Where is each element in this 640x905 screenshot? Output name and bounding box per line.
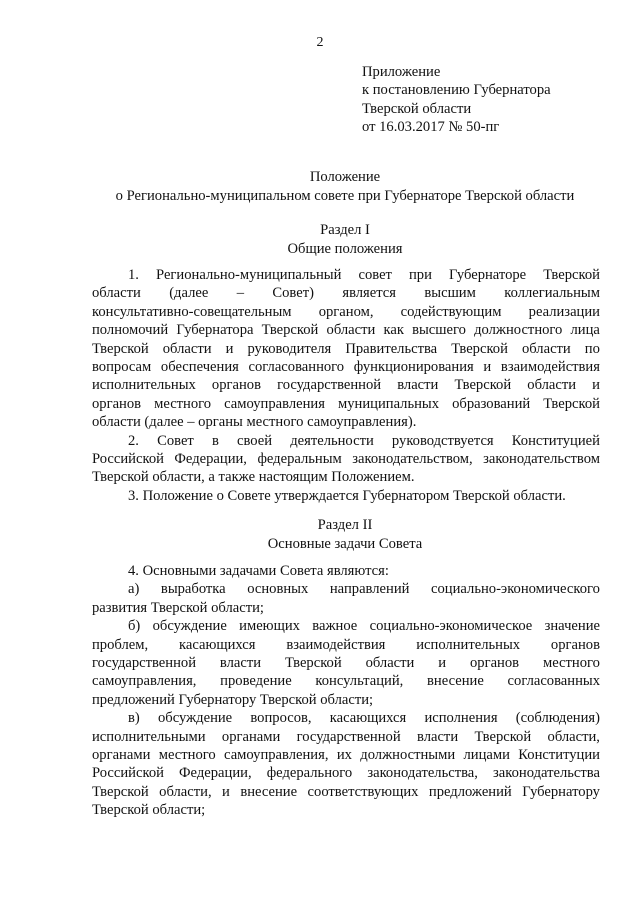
text-word: Тверской области, а также настоящим Положением.: [92, 469, 415, 486]
text-word: Тверской: [474, 728, 532, 745]
text-word: исполнения: [424, 710, 498, 727]
document-title: [0, 168, 640, 206]
text-word: деятельности: [290, 432, 374, 449]
text-word: (далее: [169, 285, 209, 302]
annex-line: Приложение: [362, 64, 441, 80]
text-word: области: [527, 377, 577, 394]
text-word: 2.: [128, 432, 139, 449]
text-word: органов: [92, 395, 142, 412]
text-word: Тверской: [543, 395, 600, 412]
text-word: области: [365, 655, 415, 672]
text-line: [92, 691, 600, 709]
text-word: в: [211, 432, 219, 449]
text-word: при: [409, 267, 432, 283]
text-word: Совет): [272, 285, 314, 302]
page-number: 2: [316, 35, 324, 50]
text-word: и: [222, 783, 230, 800]
text-word: органов: [469, 655, 520, 672]
text-line: [92, 562, 600, 580]
text-word: исполнительными: [92, 728, 206, 745]
text-word: Тверской: [284, 655, 342, 672]
section-number: Раздел II: [317, 517, 373, 533]
text-word: обеспечения: [160, 359, 239, 376]
text-word: реализации: [528, 303, 600, 320]
body-text-section-1: [92, 266, 600, 505]
text-word: законодательством: [483, 451, 600, 468]
body-text-section-2: [92, 562, 600, 820]
text-word: исполнительных: [92, 377, 196, 394]
text-word: государственной: [92, 655, 197, 672]
text-line: [92, 450, 600, 468]
text-word: лица: [570, 322, 600, 339]
text-word: обсуждение: [157, 710, 233, 727]
section-number: Раздел I: [320, 222, 370, 238]
text-word: (соблюдения): [515, 710, 600, 727]
text-word: законодательства,: [367, 765, 478, 782]
text-line: [92, 672, 600, 690]
text-word: Губернатора: [176, 322, 254, 339]
text-word: согласованного: [248, 359, 345, 376]
text-line: [92, 783, 600, 801]
text-word: функционирования: [353, 359, 474, 376]
text-word: и: [225, 340, 234, 357]
text-word: Губернаторе: [449, 267, 527, 283]
text-word: б): [128, 618, 141, 635]
annex-line: к постановлению Губернатора: [362, 82, 551, 99]
text-word: полномочий: [92, 322, 169, 339]
text-word: соответствующих: [307, 783, 419, 800]
text-word: их: [336, 747, 352, 764]
text-word: вопросов,: [250, 710, 312, 727]
text-line: [92, 487, 600, 505]
text-word: Российской: [92, 451, 164, 468]
text-word: 4. Основными задачами Совета являются:: [128, 563, 389, 579]
text-line: [92, 413, 600, 431]
text-word: важное: [312, 618, 358, 635]
text-word: образований: [452, 395, 531, 412]
text-line: [92, 321, 600, 339]
text-word: руководствуется: [391, 432, 494, 449]
text-line: [92, 376, 600, 394]
title-line: о Регионально-муниципальном совете при Губернаторе Тверской области: [115, 188, 575, 204]
text-line: [92, 636, 600, 654]
text-word: власти: [219, 655, 262, 672]
text-word: предложений Губернатору Тверской области;: [92, 691, 374, 708]
section-title: Основные задачи Совета: [267, 536, 423, 552]
text-word: взаимодействия: [500, 359, 600, 376]
text-word: области: [326, 322, 376, 339]
text-word: федеральным: [257, 451, 342, 468]
text-line: [92, 432, 600, 450]
text-word: предложений: [428, 783, 512, 800]
text-word: Конституции: [518, 747, 600, 764]
text-word: консультаций,: [315, 673, 404, 690]
section-1-heading: [0, 221, 640, 259]
text-word: 1.: [128, 267, 139, 283]
text-word: области,: [547, 728, 600, 745]
text-word: в): [128, 710, 140, 727]
text-word: Тверской: [451, 340, 508, 357]
text-word: государственной: [277, 377, 382, 394]
text-word: Правительства: [345, 340, 438, 357]
text-word: Губернатору: [522, 783, 600, 800]
text-word: имеющих: [239, 618, 300, 635]
text-word: содействующим: [400, 303, 502, 320]
text-line: [92, 599, 600, 617]
text-word: вопросам: [92, 359, 152, 376]
text-word: федерального: [266, 765, 353, 782]
text-word: 3. Положение о Совете утверждается Губернатором Тверской области.: [128, 487, 566, 504]
text-line: [92, 617, 600, 635]
text-word: направлений: [329, 581, 410, 598]
text-word: значение: [544, 618, 600, 635]
text-word: а): [128, 581, 140, 598]
text-word: социально-экономическое: [369, 618, 533, 635]
text-word: лицами: [463, 747, 510, 764]
text-line: [92, 284, 600, 302]
text-word: органами: [92, 747, 151, 764]
text-word: Тверской: [543, 267, 600, 283]
text-line: [92, 468, 600, 486]
text-line: [92, 654, 600, 672]
text-line: [92, 340, 600, 358]
text-line: [92, 801, 600, 819]
text-word: и: [438, 655, 447, 672]
text-word: социально-экономического: [431, 581, 600, 598]
text-word: обсуждение: [152, 618, 227, 635]
text-word: и: [592, 377, 600, 394]
text-word: высшего: [412, 322, 466, 339]
text-word: проведение: [220, 673, 292, 690]
text-word: основных: [247, 581, 309, 598]
text-line: [92, 728, 600, 746]
text-word: Тверской: [261, 322, 319, 339]
text-word: –: [236, 285, 245, 302]
text-word: Совет: [157, 432, 194, 449]
text-line: [92, 395, 600, 413]
text-word: касающихся: [178, 636, 256, 653]
text-word: местного: [154, 395, 212, 412]
text-word: высшим: [424, 285, 476, 302]
text-word: местного: [542, 655, 600, 672]
text-word: власти: [417, 728, 459, 745]
text-word: своей: [237, 432, 273, 449]
text-word: по: [584, 340, 600, 357]
text-word: взаимодействия: [286, 636, 386, 653]
text-word: Конституцией: [511, 432, 600, 449]
text-word: согласованных: [507, 673, 600, 690]
text-word: законодательства: [493, 765, 600, 782]
text-word: руководителя: [247, 340, 332, 357]
text-word: органов: [211, 377, 261, 394]
text-word: является: [342, 285, 396, 302]
text-line: [92, 358, 600, 376]
text-word: самоуправления,: [224, 747, 329, 764]
text-word: как: [383, 322, 404, 339]
text-word: области: [92, 285, 141, 302]
text-word: области,: [159, 783, 212, 800]
text-word: власти: [397, 377, 439, 394]
title-line: Положение: [309, 169, 381, 185]
text-line: [92, 266, 600, 284]
text-word: государственной: [296, 728, 401, 745]
text-word: Тверской области;: [92, 802, 206, 819]
text-word: Тверской: [92, 340, 149, 357]
text-word: проблем,: [92, 636, 149, 653]
text-word: органов: [550, 636, 600, 653]
text-word: внесение: [427, 673, 484, 690]
annex-line: Тверской области: [362, 100, 472, 117]
text-word: совет: [358, 267, 392, 283]
text-word: Федерации,: [174, 451, 247, 468]
text-word: Тверской: [92, 783, 149, 800]
text-word: коллегиальным: [504, 285, 600, 302]
text-word: внесение: [240, 783, 298, 800]
text-word: местного: [158, 747, 216, 764]
text-word: области: [521, 340, 571, 357]
text-word: касающихся: [329, 710, 407, 727]
text-word: самоуправления: [224, 395, 325, 412]
text-word: органом,: [318, 303, 374, 320]
text-word: должностными: [360, 747, 456, 764]
text-line: [92, 764, 600, 782]
text-line: [92, 746, 600, 764]
text-word: муниципальных: [338, 395, 440, 412]
annex-block: [362, 63, 551, 137]
section-title: Общие положения: [287, 241, 403, 257]
text-word: Российской: [92, 765, 164, 782]
text-line: [92, 580, 600, 598]
text-word: исполнительных: [416, 636, 521, 653]
section-2-heading: [0, 516, 640, 554]
text-word: Тверской: [454, 377, 512, 394]
text-word: развития Тверской области;: [92, 599, 264, 616]
text-word: законодательством,: [352, 451, 473, 468]
text-word: консультативно-совещательным: [92, 303, 292, 320]
text-word: области (далее – органы местного самоуправления).: [92, 414, 417, 431]
text-word: органами: [221, 728, 281, 745]
text-word: области: [162, 340, 212, 357]
text-line: [92, 303, 600, 321]
text-word: самоуправления,: [92, 673, 197, 690]
text-word: и: [483, 359, 492, 376]
text-word: Регионально-муниципальный: [156, 267, 342, 283]
text-line: [92, 709, 600, 727]
text-word: выработка: [160, 581, 226, 598]
annex-line: от 16.03.2017 № 50-пг: [362, 119, 500, 136]
text-word: Федерации,: [179, 765, 252, 782]
text-word: должностного: [474, 322, 563, 339]
